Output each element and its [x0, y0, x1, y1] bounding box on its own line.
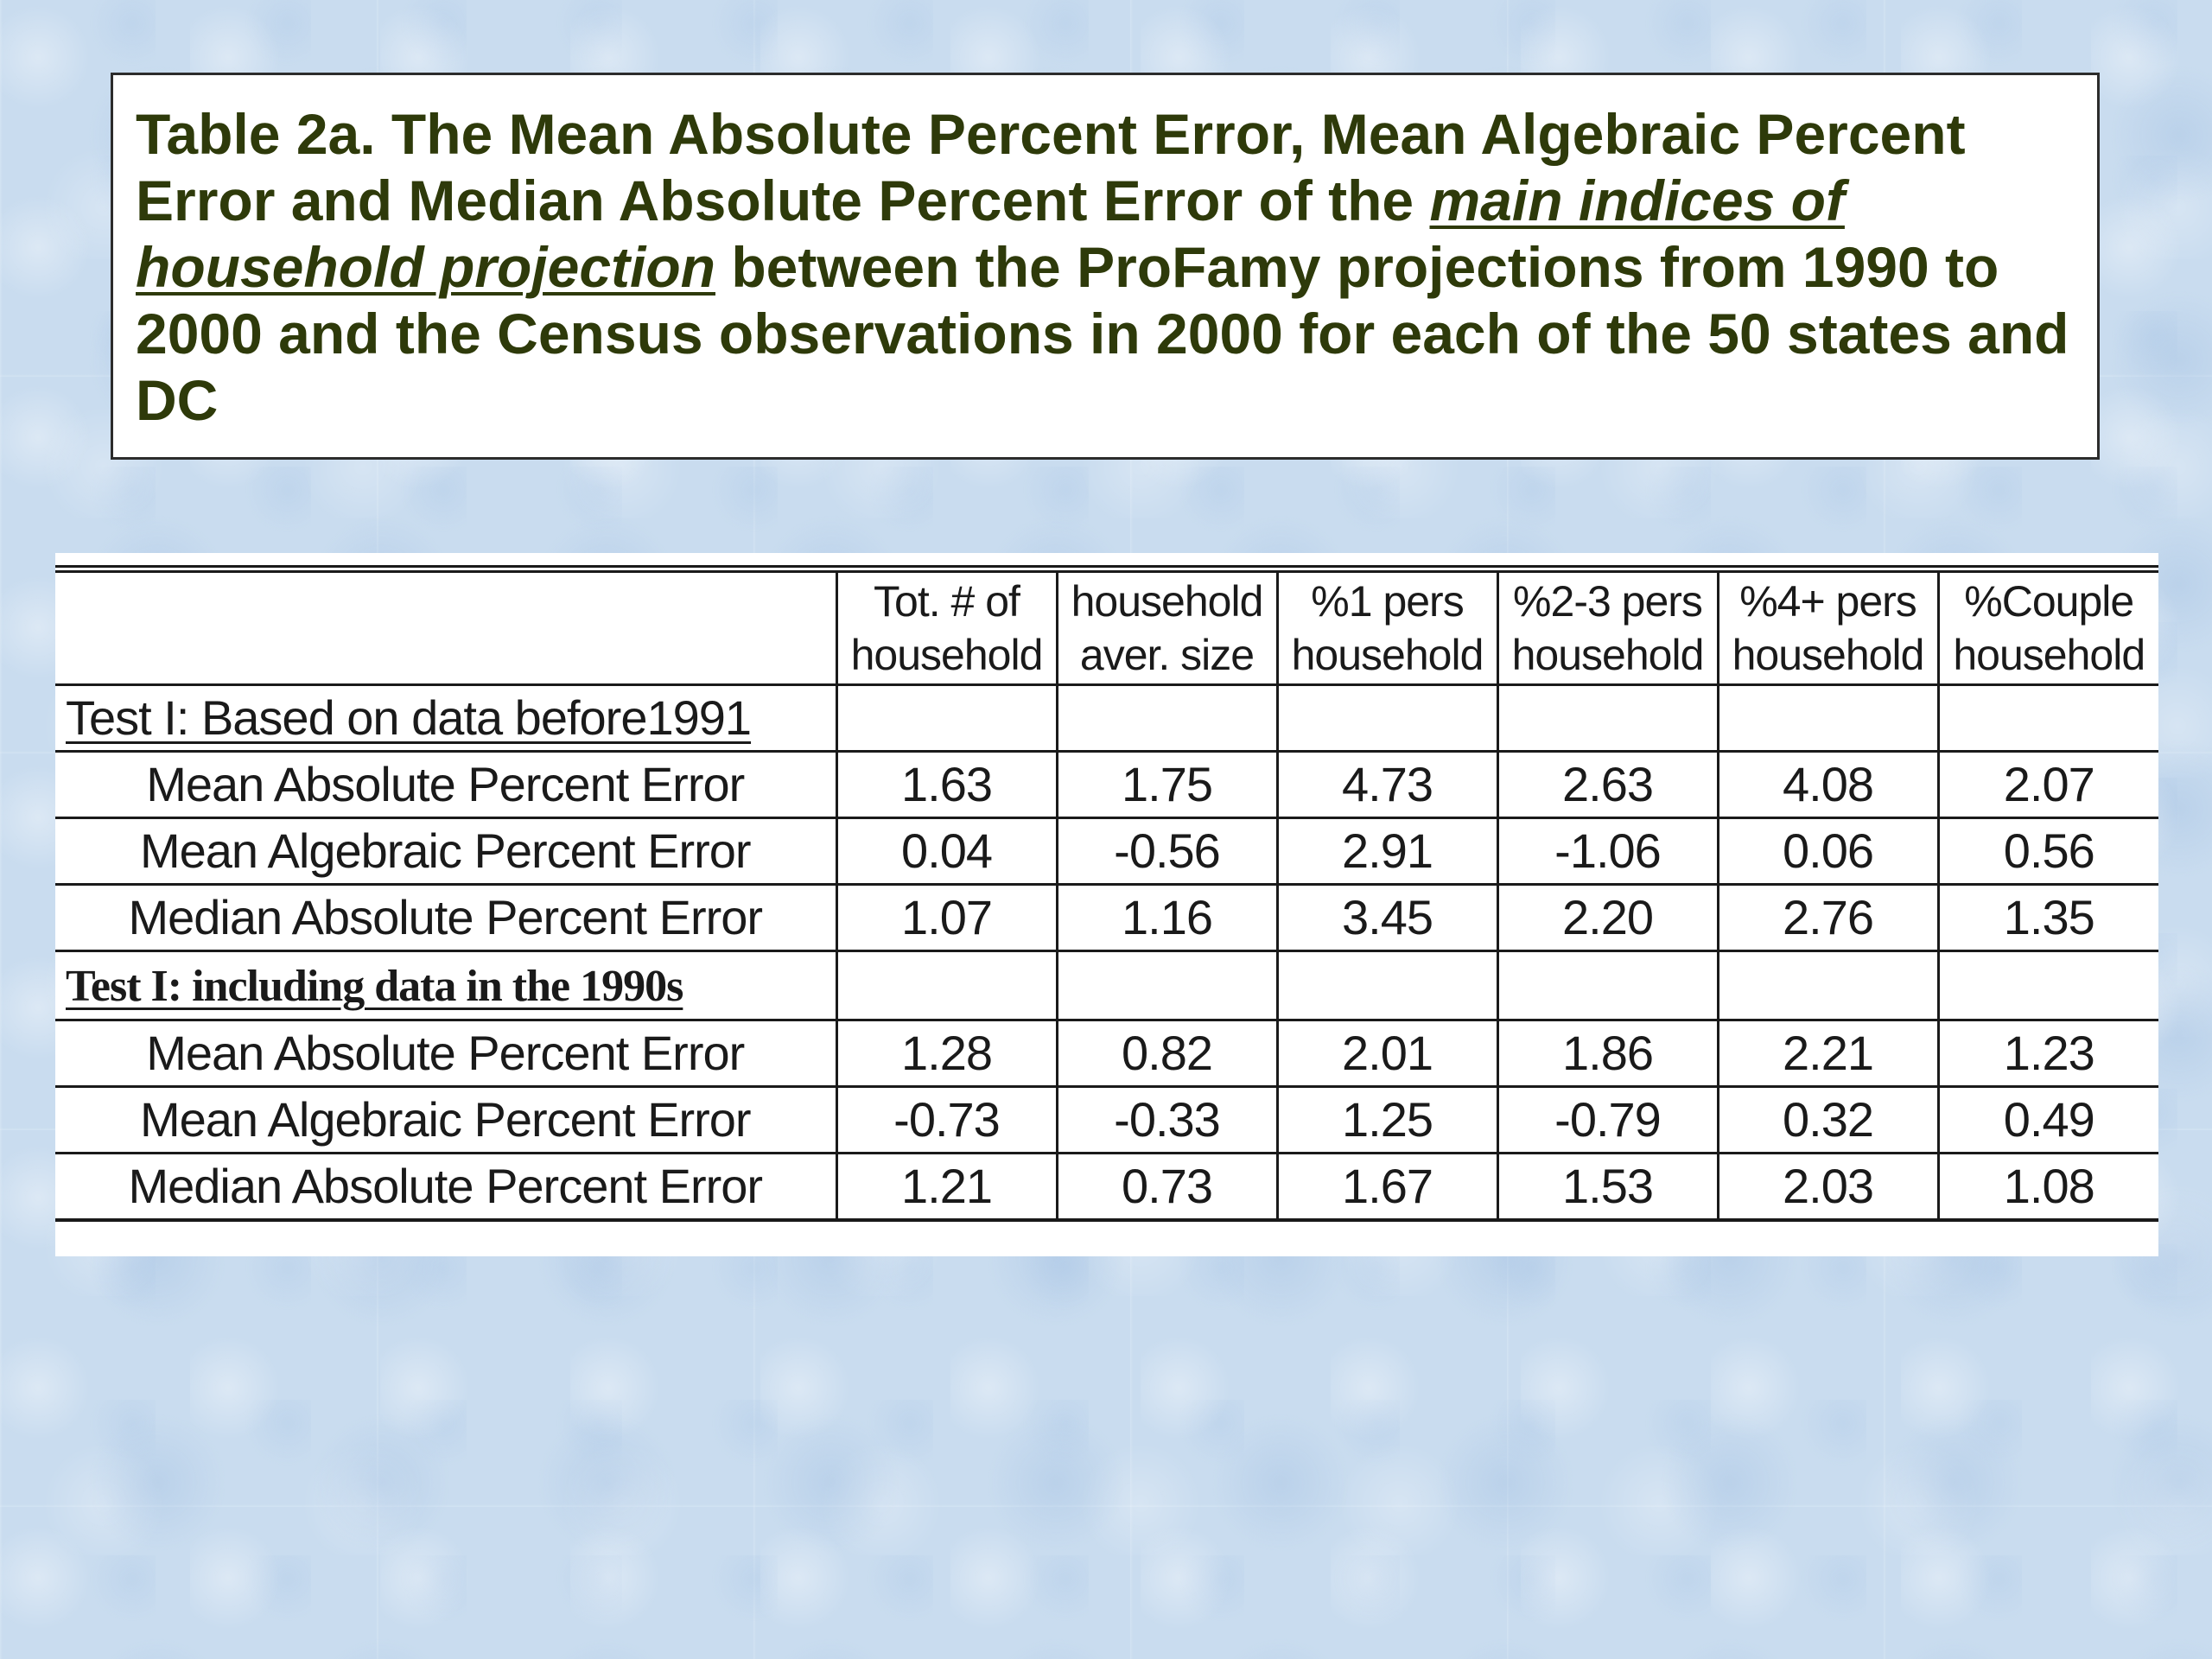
table-cell: 1.86	[1497, 1020, 1718, 1087]
table-cell: 4.08	[1718, 752, 1938, 818]
table-cell: -0.56	[1057, 818, 1277, 885]
table-cell: 0.73	[1057, 1154, 1277, 1221]
table-cell: 1.21	[836, 1154, 1057, 1221]
table-cell: 3.45	[1277, 885, 1497, 951]
column-header-total-households: Tot. # of household	[836, 569, 1057, 685]
table-row	[55, 818, 2158, 885]
table-cell: 1.67	[1277, 1154, 1497, 1221]
row-label: Median Absolute Percent Error	[55, 1154, 836, 1221]
error-table	[55, 565, 2158, 1222]
table-cell: 1.75	[1057, 752, 1277, 818]
table-cell: 2.21	[1718, 1020, 1938, 1087]
table-cell: 0.56	[1938, 818, 2158, 885]
table-cell: 0.82	[1057, 1020, 1277, 1087]
table-cell: 1.28	[836, 1020, 1057, 1087]
table-cell: 1.16	[1057, 885, 1277, 951]
table-cell: 1.35	[1938, 885, 2158, 951]
table-row	[55, 752, 2158, 818]
section-label-test-before-1991: Test I: Based on data before1991	[55, 685, 836, 752]
column-header-4plus-person: %4+ pers household	[1718, 569, 1938, 685]
table-cell: 4.73	[1277, 752, 1497, 818]
table-cell: 1.25	[1277, 1087, 1497, 1154]
column-header-average-size: household aver. size	[1057, 569, 1277, 685]
section-header-row	[55, 685, 2158, 752]
column-header-couple: %Couple household	[1938, 569, 2158, 685]
table-cell: -0.73	[836, 1087, 1057, 1154]
header-row	[55, 569, 2158, 685]
row-label: Mean Algebraic Percent Error	[55, 1087, 836, 1154]
row-label: Mean Absolute Percent Error	[55, 752, 836, 818]
table-row	[55, 885, 2158, 951]
table-caption-box	[111, 73, 2100, 460]
table-cell: 2.76	[1718, 885, 1938, 951]
caption-emphasis: main indices of household projection	[136, 168, 1845, 299]
table-cell: -0.33	[1057, 1087, 1277, 1154]
caption-text-start: Table 2a. The Mean Absolute Percent Error, Mean Algebraic Percent Error and Median Absolute Percent Error of the	[136, 102, 1966, 232]
section-header-row	[55, 951, 2158, 1020]
column-header-2-3-person: %2-3 pers household	[1497, 569, 1718, 685]
column-header-1-person: %1 pers household	[1277, 569, 1497, 685]
table-cell: 0.32	[1718, 1087, 1938, 1154]
table-panel	[55, 553, 2158, 1256]
table-row	[55, 1020, 2158, 1087]
section-label-test-including-1990s: Test I: including data in the 1990s	[55, 951, 836, 1020]
table-cell: 1.07	[836, 885, 1057, 951]
table-cell: 2.03	[1718, 1154, 1938, 1221]
row-label: Mean Absolute Percent Error	[55, 1020, 836, 1087]
table-row	[55, 1154, 2158, 1221]
table-cell: 1.08	[1938, 1154, 2158, 1221]
table-cell: 0.06	[1718, 818, 1938, 885]
table-cell: -1.06	[1497, 818, 1718, 885]
table-cell: -0.79	[1497, 1087, 1718, 1154]
table-cell: 1.53	[1497, 1154, 1718, 1221]
row-label: Mean Algebraic Percent Error	[55, 818, 836, 885]
table-cell: 2.01	[1277, 1020, 1497, 1087]
table-cell: 2.91	[1277, 818, 1497, 885]
header-blank-cell	[55, 569, 836, 685]
table-cell: 2.20	[1497, 885, 1718, 951]
row-label: Median Absolute Percent Error	[55, 885, 836, 951]
table-cell: 0.04	[836, 818, 1057, 885]
table-cell: 2.63	[1497, 752, 1718, 818]
table-cell: 2.07	[1938, 752, 2158, 818]
caption-text-end: between the ProFamy projections from 1990 to 2000 and the Census observations in 2000 for each of the 50 states and DC	[136, 235, 2069, 432]
table-cell: 1.23	[1938, 1020, 2158, 1087]
table-cell: 0.49	[1938, 1087, 2158, 1154]
table-cell: 1.63	[836, 752, 1057, 818]
table-row	[55, 1087, 2158, 1154]
